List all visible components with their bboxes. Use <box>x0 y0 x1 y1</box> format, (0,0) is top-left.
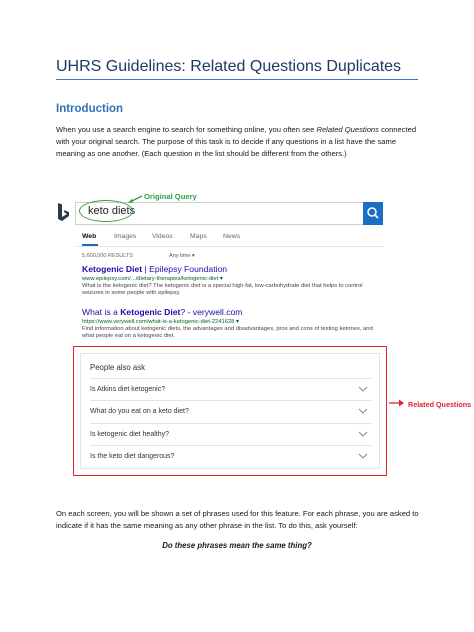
people-also-ask-heading: People also ask <box>90 363 146 372</box>
intro-part2: connected with your original search. The purpose of this task is to decide if any questions in a list have the same meaning as one another. (Each question in the list should be different from the others.) <box>56 125 417 159</box>
result-url[interactable]: www.epilepsy.com/.../dietary-therapies/ketogenic-diet ▾ <box>82 276 223 282</box>
bing-logo-icon <box>56 202 70 224</box>
related-questions-arrow-icon <box>389 398 405 408</box>
results-count: 5,600,000 RESULTS <box>82 253 133 259</box>
tab-news[interactable]: News <box>223 233 240 240</box>
chevron-down-icon <box>358 385 368 393</box>
chevron-down-icon <box>358 452 368 460</box>
intro-part1: When you use a search engine to search for something online, you often see <box>56 125 317 134</box>
result-title-rest: ? - verywell.com <box>180 307 243 317</box>
paa-question-item[interactable] <box>90 400 372 423</box>
paa-question-item[interactable] <box>90 378 372 401</box>
result-title-start: What is a <box>82 307 121 317</box>
paa-question-item[interactable] <box>90 423 372 446</box>
chevron-down-icon <box>358 430 368 438</box>
search-icon <box>363 202 383 225</box>
original-query-ellipse <box>79 200 136 222</box>
key-question: Do these phrases mean the same thing? <box>162 541 312 550</box>
instructions-paragraph: On each screen, you will be shown a set of phrases used for this feature. For each phrase, you are asked to indicate if it has the same meaning as any other phrase in the list. To do this, ask yourself: <box>56 509 419 531</box>
result-title-bold: Ketogenic Diet <box>82 264 143 274</box>
result-snippet: What is the ketogenic diet? The ketogenic diet is a special high-fat, low-carbohydrate diet that helps to control seizures in some people with epilepsy. <box>82 283 363 297</box>
intro-emphasis: Related Questions <box>316 125 379 134</box>
intro-paragraph <box>56 124 420 161</box>
search-result <box>82 264 382 297</box>
search-button[interactable] <box>363 202 383 225</box>
result-url[interactable]: https://www.verywell.com/what-is-a-ketogenic-diet-2241628 ▾ <box>82 319 239 325</box>
result-snippet: Find information about ketogenic diets, the advantages and disadvantages, pros and cons of testing ketones, and what people eat on a ketogenic diet. <box>82 326 373 340</box>
section-heading: Introduction <box>56 103 124 115</box>
result-title-link[interactable] <box>82 264 382 274</box>
tab-divider <box>76 246 384 247</box>
paa-question-text: Is the keto diet dangerous? <box>90 453 175 460</box>
original-query-label: Original Query <box>144 192 197 201</box>
chevron-down-icon <box>358 407 368 415</box>
tab-maps[interactable]: Maps <box>190 233 207 240</box>
paa-question-item[interactable] <box>90 445 372 468</box>
paa-question-text: What do you eat on a keto diet? <box>90 408 189 415</box>
page-title: UHRS Guidelines: Related Questions Duplicates <box>56 58 402 75</box>
result-title-link[interactable] <box>82 307 382 317</box>
related-questions-label: Related Questions <box>408 400 472 409</box>
paa-question-text: Is ketogenic diet healthy? <box>90 431 169 438</box>
title-rule <box>56 79 418 80</box>
paa-question-text: Is Atkins diet ketogenic? <box>90 386 166 393</box>
related-questions-highlight <box>73 346 387 476</box>
search-query-text: keto diets <box>88 205 136 217</box>
tab-videos[interactable]: Videos <box>152 233 173 240</box>
people-also-ask-panel <box>80 353 380 469</box>
tab-web[interactable]: Web <box>82 233 97 240</box>
time-filter[interactable]: Any time ▾ <box>169 253 195 259</box>
search-screenshot-figure <box>56 188 472 478</box>
result-title-bold: Ketogenic Diet <box>120 307 181 317</box>
tab-images[interactable]: Images <box>114 233 137 240</box>
result-title-rest: | Epilepsy Foundation <box>142 264 228 274</box>
search-result <box>82 307 382 340</box>
